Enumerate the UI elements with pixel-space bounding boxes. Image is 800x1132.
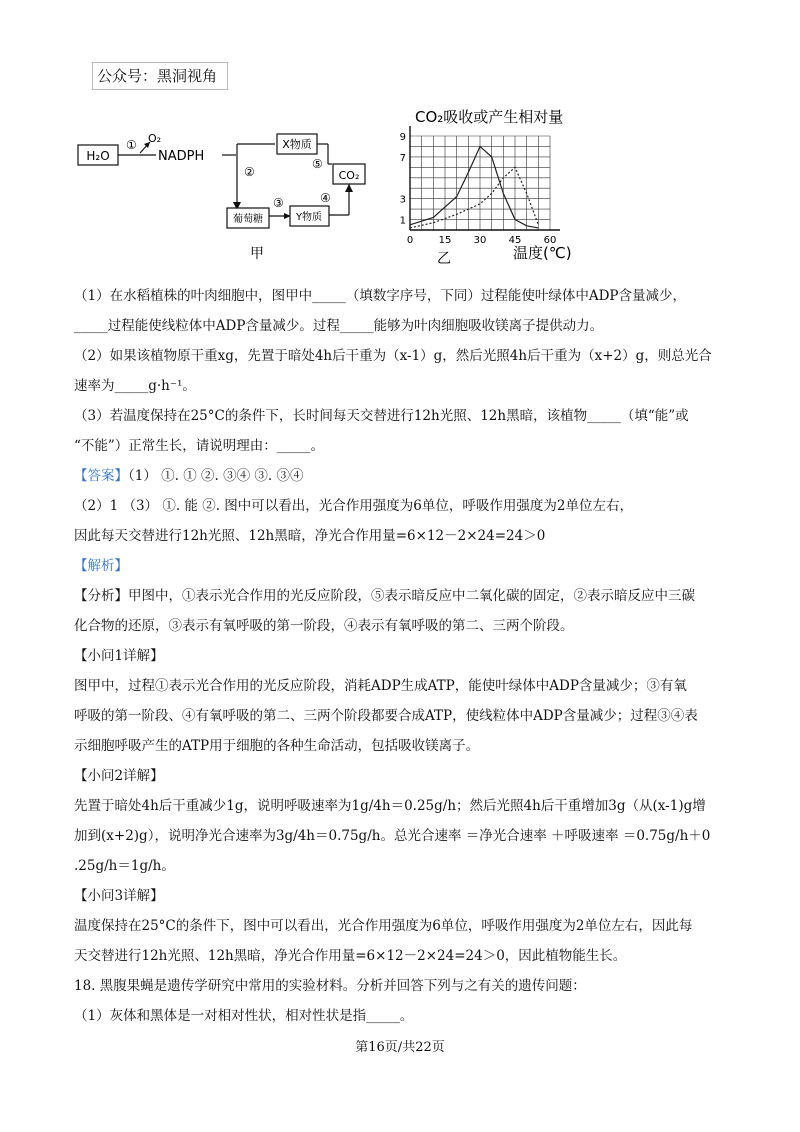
y-substance-label: Y物质	[295, 212, 323, 223]
y-tick-label: 7	[399, 152, 406, 164]
x-tick-label: 0	[406, 235, 414, 246]
q3-line1: （3）若温度保持在25°C的条件下，长时间每天交替进行12h光照、12h黑暗，该植物_____（填“能”或	[74, 408, 689, 424]
diagram-jia	[78, 132, 365, 262]
x-tick-label: 45	[508, 235, 522, 246]
analysis-line1: 【分析】甲图中，①表示光合作用的光反应阶段，⑤表示暗反应中二氧化碳的固定，②表示暗反应中三碳	[74, 588, 695, 604]
sub1-line2: 呼吸的第一阶段、④有氧呼吸的第二、三两个阶段都要合成ATP，使线粒体中ADP含量减少；过程③④表	[74, 708, 698, 724]
step1-label: ①	[126, 138, 137, 152]
x-tick-label: 15	[438, 235, 452, 246]
series-line-solid	[410, 146, 538, 227]
sub3-line2: 天交替进行12h光照、12h黑暗，净光合作用量=6×12－2×24=24＞0，因此植物能生长。	[74, 948, 627, 964]
answer-line2: （2）1 （3） ①. 能 ②. 图中可以看出，光合作用强度为6单位，呼吸作用强度为2单位左右，	[74, 498, 633, 514]
analysis-label: 【解析】	[74, 558, 128, 574]
step5-label: ⑤	[312, 157, 323, 171]
q3-line2: “不能”）正常生长，请说明理由：_____。	[74, 438, 325, 454]
sub2-line1: 先置于暗处4h后干重减少1g，说明呼吸速率为1g/4h＝0.25g/h；然后光照4h后干重增加3g（从(x-1)g增	[74, 798, 706, 814]
step4-label: ④	[320, 191, 331, 205]
co2-label: CO₂	[338, 169, 360, 182]
page-number: 第16页/共22页	[355, 1040, 445, 1055]
answer-line1: （1） ①. ① ②. ③④ ③. ③④	[128, 468, 304, 484]
q2-line1: （2）如果该植物原干重xg，先置于暗处4h后干重为（x-1）g，然后光照4h后干重为（x+2）g，则总光合	[74, 348, 712, 364]
chart-yi	[400, 108, 572, 267]
q18-line2: （1）灰体和黑体是一对相对性状，相对性状是指_____。	[74, 1008, 414, 1024]
sub2-line3: .25g/h＝1g/h。	[74, 858, 175, 874]
sub2-title: 【小问2详解】	[74, 768, 164, 784]
q2-line2: 速率为_____g·h⁻¹。	[74, 378, 196, 394]
watermark-label: 公众号：黑洞视角	[92, 62, 228, 90]
sub1-line1: 图甲中，过程①表示光合作用的光反应阶段，消耗ADP生成ATP，能使叶绿体中ADP含量减少；③有氧	[74, 678, 687, 694]
x-tick-label: 60	[543, 235, 557, 246]
x-tick-label: 30	[473, 235, 487, 246]
step2-label: ②	[244, 165, 255, 179]
analysis-line2: 化合物的还原，③表示有氧呼吸的第一阶段，④表示有氧呼吸的第二、三两个阶段。	[74, 618, 574, 634]
y-tick-label: 3	[399, 194, 406, 206]
q1-line1: （1）在水稻植株的叶肉细胞中，图甲中_____（填数字序号，下同）过程能使叶绿体中ADP含量减少，	[74, 288, 686, 304]
diagram-jia-label: 甲	[250, 246, 264, 262]
sub3-line1: 温度保持在25°C的条件下，图中可以看出，光合作用强度为6单位，呼吸作用强度为2单位左右，因此每	[74, 918, 693, 934]
chart-xlabel: 温度(℃)	[513, 244, 572, 262]
answer-line3: 因此每天交替进行12h光照、12h黑暗，净光合作用量=6×12－2×24=24＞0	[74, 528, 546, 544]
nadph-label: NADPH	[158, 149, 205, 164]
glucose-label: 葡萄糖	[233, 214, 263, 225]
chart-series	[410, 146, 538, 227]
chart-yi-label: 乙	[437, 251, 451, 267]
x-substance-label: X物质	[282, 138, 312, 151]
arrow-head-step4	[345, 184, 353, 192]
sub3-title: 【小问3详解】	[74, 888, 164, 904]
o2-label: O₂	[148, 132, 162, 145]
answer-label: 【答案】	[74, 468, 128, 484]
figure-jia-yi	[70, 98, 590, 273]
sub1-title: 【小问1详解】	[74, 648, 164, 664]
chart-ylabel: CO₂吸收或产生相对量	[415, 108, 564, 126]
chart-y-ticks	[400, 132, 406, 227]
sub1-line3: 示细胞呼吸产生的ATP用于细胞的各种生命活动，包括吸收镁离子。	[74, 738, 480, 754]
step3-label: ③	[273, 196, 284, 210]
h2o-label: H₂O	[86, 149, 110, 163]
y-tick-label: 1	[399, 215, 406, 227]
q1-line2: _____过程能使线粒体中ADP含量减少。过程_____能够为叶肉细胞吸收镁离子提供动力。	[74, 318, 604, 334]
y-tick-label: 9	[399, 132, 406, 143]
sub2-line2: 加到(x+2)g），说明净光合速率为3g/4h＝0.75g/h。总光合速率 ＝净光合速率 ＋呼吸速率 ＝0.75g/h＋0	[74, 828, 711, 844]
chart-grid	[410, 136, 550, 230]
q18-line1: 18. 黑腹果蝇是遗传学研究中常用的实验材料。分析并回答下列与之有关的遗传问题：	[74, 978, 586, 994]
answer-row	[74, 466, 303, 486]
